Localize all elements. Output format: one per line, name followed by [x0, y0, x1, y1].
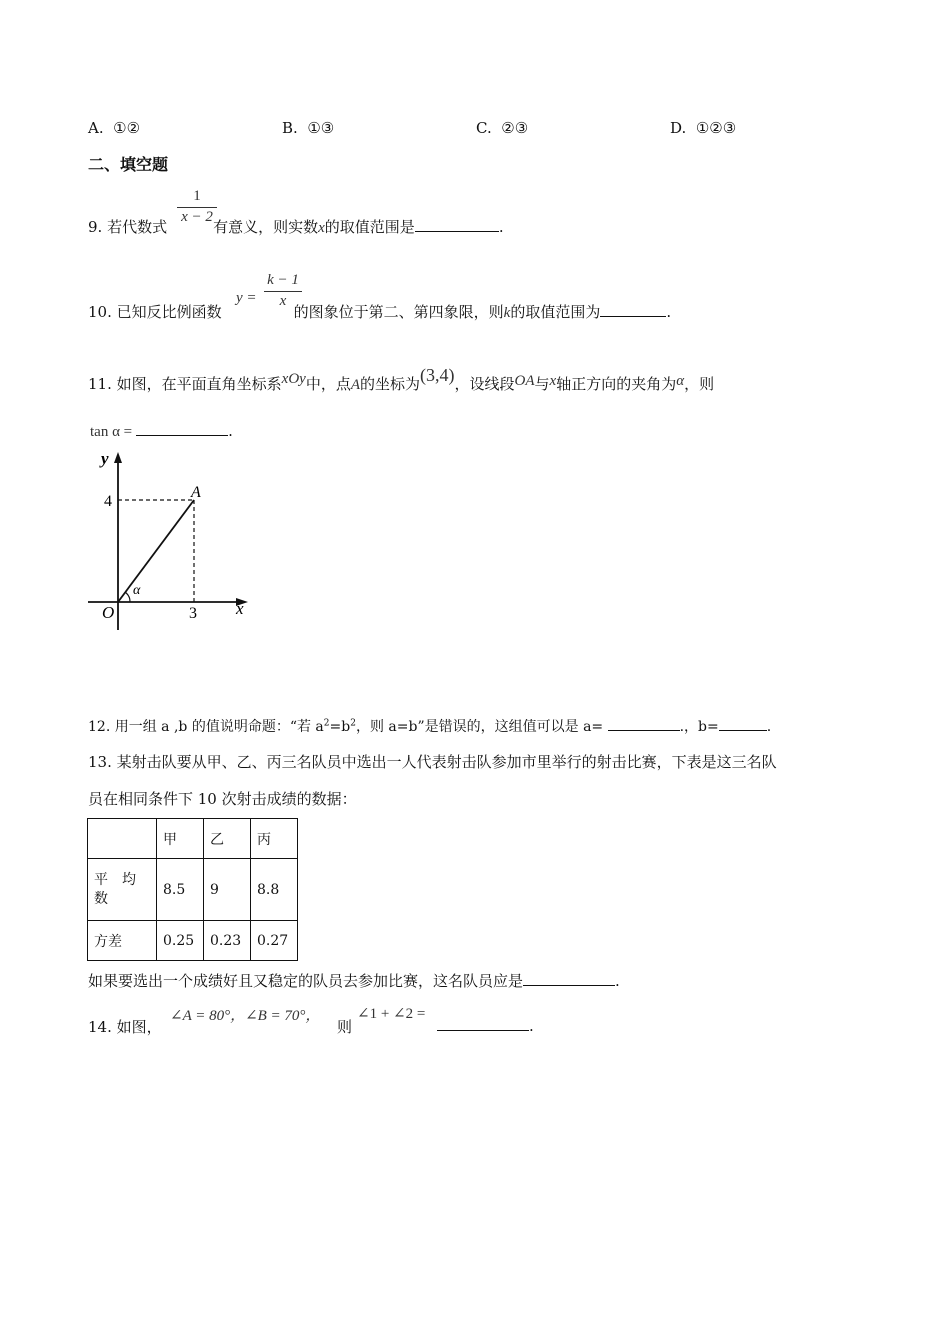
table-header-row: [88, 819, 298, 859]
angle-condition-14: ∠A = 80°，∠B = 70°，: [170, 1008, 321, 1024]
segment-oa: [118, 500, 194, 602]
angle-arc: [125, 592, 130, 602]
row-label: 方差: [88, 921, 157, 961]
question-9: 9. 若代数式 有意义，则实数x的取值范围是 .: [88, 218, 504, 236]
y-axis-label: y: [101, 449, 109, 468]
score-table: [87, 818, 298, 961]
table-cell: 8.8: [251, 859, 298, 921]
option-b: B. ①③: [282, 119, 335, 137]
table-cell: 9: [204, 859, 251, 921]
question-13-line1: 13. 某射击队要从甲、乙、丙三名队员中选出一人代表射击队参加市里举行的射击比赛，下表是这三名队: [88, 753, 777, 771]
answer-blank-12a[interactable]: [608, 716, 680, 731]
table-cell: 0.27: [251, 921, 298, 961]
table-header-cell: 甲: [157, 819, 204, 859]
table-row: [88, 921, 298, 961]
question-10: 10. 已知反比例函数 的图象位于第二、第四象限，则k的取值范围为 .: [88, 303, 672, 321]
table-header-cell: 乙: [204, 819, 251, 859]
row-label: 平 均 数: [88, 859, 157, 921]
answer-blank-14[interactable]: [437, 1016, 529, 1031]
origin-label: O: [102, 603, 115, 622]
table-cell: 0.23: [204, 921, 251, 961]
question-14-mid: 则: [337, 1018, 353, 1036]
option-c: C. ②③: [476, 119, 529, 137]
answer-blank-11[interactable]: [136, 421, 228, 436]
y-tick-label: 4: [104, 493, 112, 510]
question-12: 12. 用一组 a ,b 的值说明命题：“若 $a^2=b^2$，则 a=b”是错误的，这组值可以是 a= .，b= .: [88, 716, 771, 736]
answer-blank-13[interactable]: [523, 971, 615, 986]
table-row: [88, 859, 298, 921]
fraction-10: k − 1 x: [264, 272, 302, 310]
answer-blank-10[interactable]: [600, 302, 666, 317]
table-cell: 8.5: [157, 859, 204, 921]
table-header-cell: 丙: [251, 819, 298, 859]
question-11: 11. 如图，在平面直角坐标系xOy中，点A的坐标为(3,4)，设线段OA与x轴正方向的夹角为α，则: [88, 365, 715, 393]
table-header-cell: [88, 819, 157, 859]
point-a-label: A: [191, 484, 201, 501]
angle-label: α: [133, 583, 141, 598]
section-title: 二、填空题: [88, 155, 169, 174]
coordinate-graph: [86, 448, 256, 638]
x-axis-label: x: [236, 599, 244, 618]
tan-line: tan α = .: [90, 422, 233, 440]
question-14: 14. 如图，: [88, 1018, 162, 1036]
option-d: D. ①②③: [670, 119, 737, 137]
option-a: A. ①②: [88, 119, 141, 137]
answer-blank-12b[interactable]: [719, 716, 767, 731]
x-tick-label: 3: [189, 605, 197, 622]
question-14-answer: .: [437, 1016, 534, 1035]
angle-sum-14: ∠1 + ∠2 =: [357, 1006, 426, 1022]
question-13-after: 如果要选出一个成绩好且又稳定的队员去参加比赛，这名队员应是 .: [88, 972, 620, 990]
y-axis-arrow: [114, 452, 122, 463]
question-13-line2: 员在相同条件下 10 次射击成绩的数据：: [88, 790, 357, 808]
table-cell: 0.25: [157, 921, 204, 961]
fraction-9: 1 x − 2: [177, 188, 217, 226]
answer-blank-9[interactable]: [415, 217, 499, 232]
y-equals-10: y =: [236, 290, 257, 306]
